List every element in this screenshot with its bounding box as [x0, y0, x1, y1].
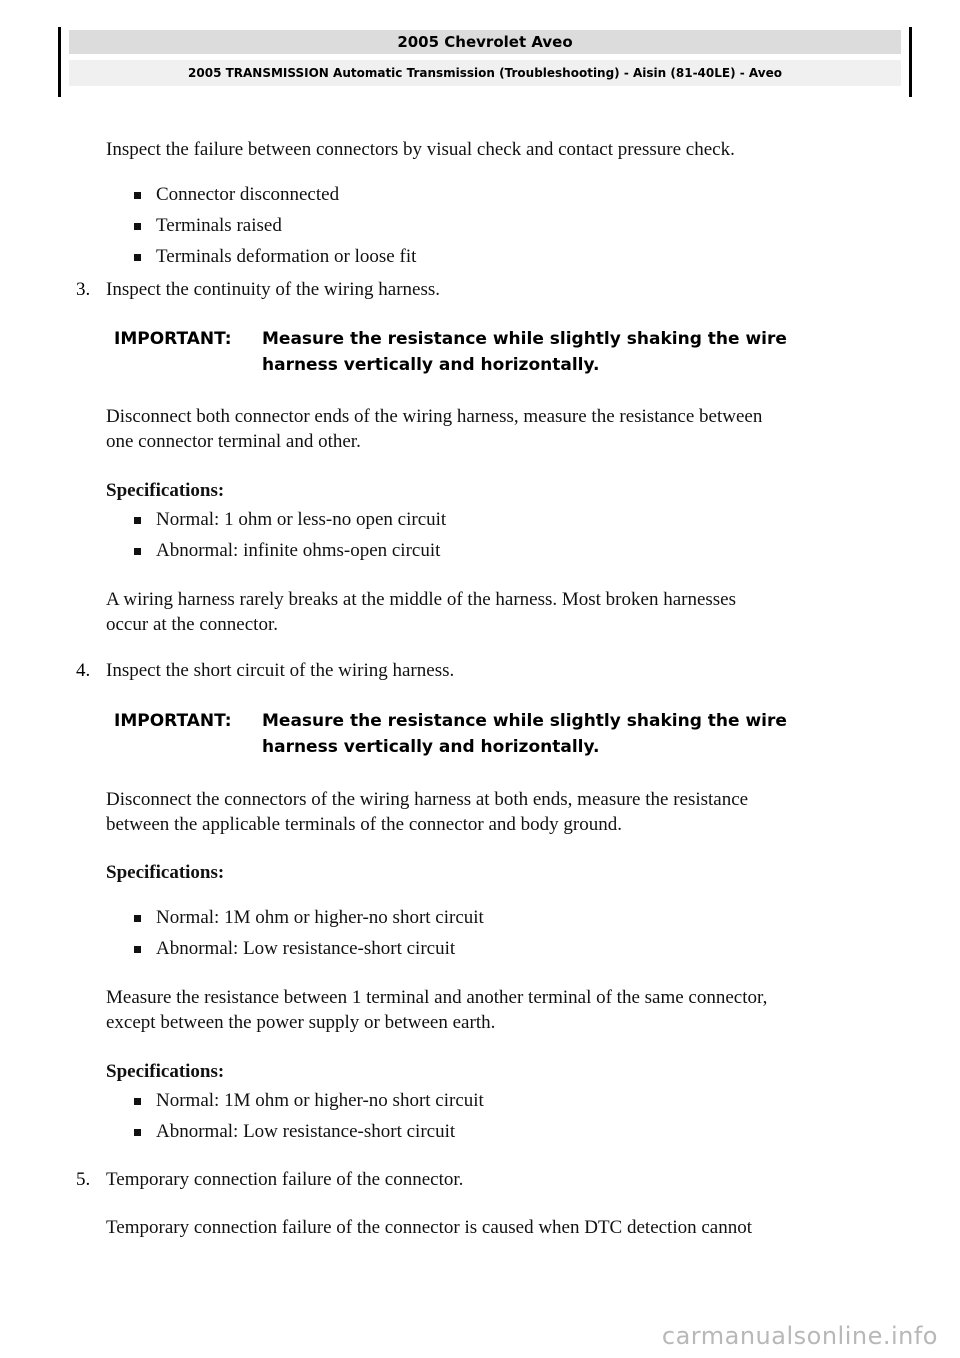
spec-item: Abnormal: Low resistance-short circuit: [134, 936, 455, 961]
important-label: IMPORTANT:: [114, 329, 232, 349]
spec-label: Specifications:: [106, 862, 225, 883]
step-number: 4.: [76, 660, 91, 681]
bullet-item: Connector disconnected: [134, 182, 339, 207]
important-label: IMPORTANT:: [114, 711, 232, 731]
paragraph-line: between the applicable terminals of the connector and body ground.: [106, 814, 622, 835]
intro-text: Inspect the failure between connectors by visual check and contact pressure check.: [106, 139, 735, 160]
paragraph-line: A wiring harness rarely breaks at the middle of the harness. Most broken harnesses: [106, 589, 736, 610]
paragraph-line: Disconnect the connectors of the wiring harness at both ends, measure the resistance: [106, 789, 749, 810]
spec-label: Specifications:: [106, 1061, 225, 1082]
step-number: 3.: [76, 279, 91, 300]
step-title: Inspect the continuity of the wiring harness.: [106, 279, 441, 300]
bullet-item: Terminals raised: [134, 213, 282, 238]
step-number: 5.: [76, 1169, 91, 1190]
spec-item: Abnormal: Low resistance-short circuit: [134, 1119, 455, 1144]
paragraph-line: except between the power supply or between earth.: [106, 1012, 496, 1033]
step-title: Inspect the short circuit of the wiring harness.: [106, 660, 455, 681]
step-title: Temporary connection failure of the connector.: [106, 1169, 464, 1190]
important-note: [114, 326, 854, 378]
spec-item: Abnormal: infinite ohms-open circuit: [134, 538, 440, 563]
spec-label: Specifications:: [106, 480, 225, 501]
spec-item: Normal: 1M ohm or higher-no short circuit: [134, 1088, 484, 1113]
paragraph-line: one connector terminal and other.: [106, 431, 361, 452]
watermark: carmanualsonline.info: [661, 1322, 938, 1350]
important-text: harness vertically and horizontally.: [262, 737, 600, 757]
paragraph-line: Disconnect both connector ends of the wiring harness, measure the resistance between: [106, 406, 763, 427]
important-note: [114, 708, 854, 760]
header-subtitle: 2005 TRANSMISSION Automatic Transmission (Troubleshooting) - Aisin (81-40LE) - Aveo: [69, 60, 901, 86]
important-text: Measure the resistance while slightly shaking the wire: [262, 711, 787, 731]
bullet-item: Terminals deformation or loose fit: [134, 244, 416, 269]
paragraph-line: occur at the connector.: [106, 614, 278, 635]
spec-item: Normal: 1M ohm or higher-no short circuit: [134, 905, 484, 930]
paragraph-line: Measure the resistance between 1 terminal and another terminal of the same connector,: [106, 987, 768, 1008]
header-title: 2005 Chevrolet Aveo: [69, 30, 901, 54]
paragraph-line: Temporary connection failure of the connector is caused when DTC detection cannot: [106, 1217, 753, 1238]
important-text: Measure the resistance while slightly shaking the wire: [262, 329, 787, 349]
document-header: [58, 27, 912, 97]
important-text: harness vertically and horizontally.: [262, 355, 600, 375]
spec-item: Normal: 1 ohm or less-no open circuit: [134, 507, 446, 532]
